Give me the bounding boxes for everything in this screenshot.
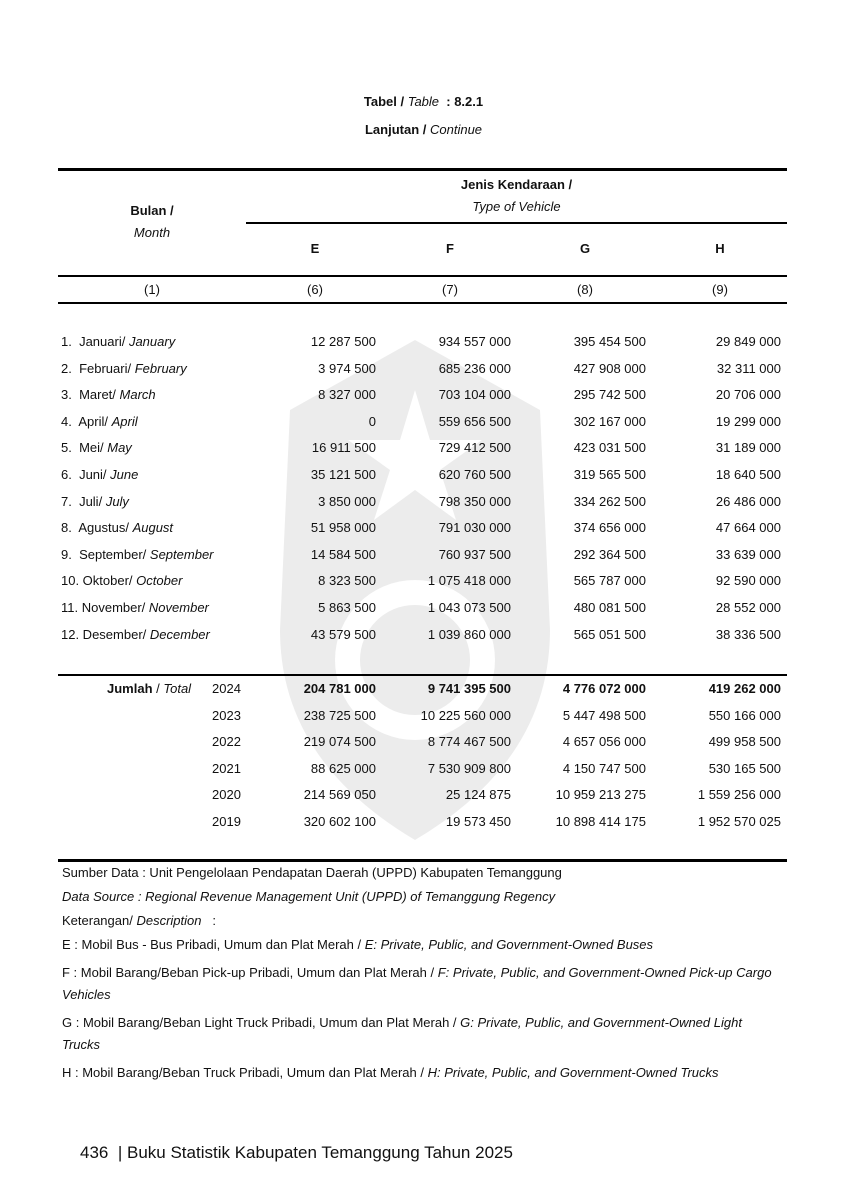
month-value-e: 12 287 500 xyxy=(310,334,376,349)
total-year: 2019 xyxy=(212,814,241,829)
month-value-g: 292 364 500 xyxy=(573,546,646,562)
total-value-h: 499 958 500 xyxy=(708,734,781,750)
month-label xyxy=(61,627,210,642)
col-code-h: H xyxy=(715,241,725,256)
month-value-e: 3 974 500 xyxy=(318,360,376,376)
col-code-e: E xyxy=(310,241,320,256)
month-label-id: 5. Mei/ xyxy=(61,440,104,456)
description-label xyxy=(62,910,772,932)
month-label-id: 7. Juli/ xyxy=(61,493,103,509)
month-value-h: 92 590 000 xyxy=(715,573,781,589)
month-label xyxy=(61,547,214,562)
month-label-id: 1. Januari/ xyxy=(61,334,126,349)
month-label-id: 4. April/ xyxy=(61,413,108,429)
month-value-g: 302 167 000 xyxy=(573,413,646,429)
month-value-e: 16 911 500 xyxy=(311,440,376,456)
month-value-g: 423 031 500 xyxy=(573,440,646,456)
month-value-e: 5 863 500 xyxy=(318,600,376,615)
table-label-id: Tabel / xyxy=(363,94,405,109)
total-value-e: 238 725 500 xyxy=(303,707,376,723)
month-value-f: 791 030 000 xyxy=(438,520,511,536)
continue-en: Continue xyxy=(429,122,483,137)
note-f-en: F: Private, Public, and Government-Owned Pick-up Cargo Vehicles xyxy=(62,965,772,1002)
month-label-en: January xyxy=(128,334,176,349)
total-value-f: 10 225 560 000 xyxy=(420,707,511,723)
note-f xyxy=(62,962,772,1006)
month-value-f: 760 937 500 xyxy=(438,546,511,562)
month-label xyxy=(61,494,129,509)
total-value-h: 1 952 570 025 xyxy=(697,814,781,829)
description-id: Keterangan/ xyxy=(62,913,133,928)
total-value-g: 4 657 056 000 xyxy=(562,734,646,750)
total-value-g: 10 959 213 275 xyxy=(555,787,646,803)
page-number: 436 xyxy=(80,1143,109,1162)
month-value-h: 32 311 000 xyxy=(716,360,781,376)
note-h xyxy=(62,1062,772,1084)
total-year: 2023 xyxy=(212,707,241,723)
total-value-h: 530 165 500 xyxy=(708,760,781,776)
total-value-e: 320 602 100 xyxy=(303,814,376,829)
description-en: Description xyxy=(136,913,202,928)
month-label xyxy=(61,467,138,482)
month-value-e: 51 958 000 xyxy=(310,520,376,536)
month-value-h: 28 552 000 xyxy=(715,600,781,615)
month-value-f: 559 656 500 xyxy=(438,413,511,429)
month-label-en: May xyxy=(107,440,132,456)
month-value-h: 20 706 000 xyxy=(715,387,781,403)
col-num-6: (6) xyxy=(307,282,323,297)
month-value-h: 47 664 000 xyxy=(715,520,781,536)
month-value-h: 18 640 500 xyxy=(715,467,781,482)
month-value-g: 295 742 500 xyxy=(573,387,646,403)
month-value-f: 1 075 418 000 xyxy=(427,573,511,589)
month-value-g: 319 565 500 xyxy=(573,467,646,482)
month-value-g: 334 262 500 xyxy=(573,493,646,509)
col-num-7: (7) xyxy=(442,282,458,297)
total-value-h: 419 262 000 xyxy=(708,681,781,696)
table-label-en: Table xyxy=(407,94,440,109)
total-label-sep: / xyxy=(152,681,164,696)
month-value-g: 480 081 500 xyxy=(573,600,646,615)
month-value-h: 29 849 000 xyxy=(715,334,781,349)
month-label-en: February xyxy=(134,360,187,376)
month-label-id: 2. Februari/ xyxy=(61,360,132,376)
table-title xyxy=(0,94,847,109)
month-value-h: 38 336 500 xyxy=(715,626,781,642)
month-label xyxy=(61,387,156,402)
total-value-f: 8 774 467 500 xyxy=(427,734,511,750)
description-colon: : xyxy=(201,913,216,928)
month-label-en: December xyxy=(149,626,210,642)
col-num-8: (8) xyxy=(577,282,593,297)
month-label-id: 12. Desember/ xyxy=(61,626,147,642)
vehicle-header-rule xyxy=(246,222,787,224)
total-rule xyxy=(58,674,787,676)
total-value-e: 204 781 000 xyxy=(303,681,376,696)
table-top-rule xyxy=(58,168,787,171)
col-num-1: (1) xyxy=(144,282,160,297)
total-value-f: 19 573 450 xyxy=(445,814,511,829)
note-h-id: H : Mobil Barang/Beban Truck Pribadi, Umum dan Plat Merah / xyxy=(62,1065,428,1080)
month-label xyxy=(61,440,132,455)
note-g-id: G : Mobil Barang/Beban Light Truck Pribadi, Umum dan Plat Merah / xyxy=(62,1015,461,1030)
month-value-e: 14 584 500 xyxy=(310,546,376,562)
col-num-9: (9) xyxy=(712,282,728,297)
total-label-en: Total xyxy=(163,681,192,696)
note-f-id: F : Mobil Barang/Beban Pick-up Pribadi, Umum dan Plat Merah / xyxy=(62,965,438,980)
source-en: Data Source : Regional Revenue Management Unit (UPPD) of Temanggung Regency xyxy=(62,889,556,904)
month-label-en: June xyxy=(110,467,139,482)
month-value-h: 33 639 000 xyxy=(715,546,781,562)
month-value-g: 395 454 500 xyxy=(573,334,646,349)
month-value-f: 1 043 073 500 xyxy=(427,600,511,615)
vehicle-header-en: Type of Vehicle xyxy=(472,199,561,214)
month-value-f: 934 557 000 xyxy=(438,334,511,349)
month-label-en: July xyxy=(105,493,129,509)
month-label xyxy=(61,600,209,615)
month-label-en: October xyxy=(136,573,183,589)
total-value-g: 5 447 498 500 xyxy=(562,707,646,723)
total-label xyxy=(107,681,191,696)
month-value-f: 1 039 860 000 xyxy=(427,626,511,642)
month-value-e: 8 323 500 xyxy=(318,573,376,589)
month-label-en: August xyxy=(132,520,174,536)
total-year: 2024 xyxy=(212,681,241,696)
book-title: Buku Statistik Kabupaten Temanggung Tahun 2025 xyxy=(126,1143,513,1162)
month-label-id: 10. Oktober/ xyxy=(61,573,133,589)
note-g-en: G: Private, Public, and Government-Owned Light Trucks xyxy=(62,1015,742,1052)
note-e-en: E: Private, Public, and Government-Owned Buses xyxy=(364,937,654,952)
month-value-f: 798 350 000 xyxy=(438,493,511,509)
month-label-id: 8. Agustus/ xyxy=(61,520,129,536)
table-number: : 8.2.1 xyxy=(446,94,484,109)
note-h-en: H: Private, Public, and Government-Owned Trucks xyxy=(427,1065,719,1080)
month-value-g: 374 656 000 xyxy=(573,520,646,536)
month-label-en: April xyxy=(111,413,138,429)
month-label xyxy=(61,334,175,349)
month-label xyxy=(61,361,187,376)
total-value-f: 25 124 875 xyxy=(445,787,511,803)
total-value-e: 214 569 050 xyxy=(303,787,376,803)
month-value-h: 31 189 000 xyxy=(715,440,781,456)
month-label xyxy=(61,573,182,588)
total-value-h: 550 166 000 xyxy=(708,707,781,723)
total-year: 2020 xyxy=(212,787,241,803)
month-header-en: Month xyxy=(133,225,171,240)
month-value-e: 8 327 000 xyxy=(318,387,376,403)
month-label-id: 3. Maret/ xyxy=(61,387,116,403)
continue-id: Lanjutan / xyxy=(364,122,427,137)
month-value-g: 565 787 000 xyxy=(573,573,646,589)
total-value-f: 9 741 395 500 xyxy=(427,681,511,696)
total-value-g: 4 776 072 000 xyxy=(562,681,646,696)
column-number-rule xyxy=(58,302,787,304)
note-e-id: E : Mobil Bus - Bus Pribadi, Umum dan Plat Merah / xyxy=(62,937,365,952)
month-value-f: 703 104 000 xyxy=(438,387,511,403)
month-value-e: 43 579 500 xyxy=(310,626,376,642)
total-value-f: 7 530 909 800 xyxy=(427,760,511,776)
month-label xyxy=(61,414,138,429)
total-value-g: 4 150 747 500 xyxy=(562,760,646,776)
total-year: 2022 xyxy=(212,734,241,750)
month-label-en: November xyxy=(148,600,209,615)
header-bottom-rule xyxy=(58,275,787,277)
vehicle-header-id: Jenis Kendaraan / xyxy=(460,177,573,192)
note-e xyxy=(62,934,772,956)
page-footer xyxy=(80,1143,513,1163)
month-value-e: 3 850 000 xyxy=(318,493,376,509)
footer-separator: | xyxy=(117,1143,123,1162)
month-value-f: 620 760 500 xyxy=(438,467,511,482)
month-label xyxy=(61,520,173,535)
month-value-f: 729 412 500 xyxy=(438,440,511,456)
month-label-en: March xyxy=(119,387,156,403)
total-value-g: 10 898 414 175 xyxy=(555,814,646,829)
total-value-h: 1 559 256 000 xyxy=(697,787,781,803)
month-value-f: 685 236 000 xyxy=(438,360,511,376)
month-label-id: 6. Juni/ xyxy=(61,467,107,482)
month-label-id: 11. November/ xyxy=(61,600,146,615)
month-value-h: 19 299 000 xyxy=(715,413,781,429)
regency-emblem-watermark xyxy=(250,330,580,850)
total-label-id: Jumlah xyxy=(107,681,153,696)
month-label-id: 9. September/ xyxy=(61,546,147,562)
month-value-g: 565 051 500 xyxy=(573,626,646,642)
month-label-en: September xyxy=(149,546,214,562)
month-value-g: 427 908 000 xyxy=(573,360,646,376)
col-code-g: G xyxy=(579,241,591,256)
total-value-e: 219 074 500 xyxy=(303,734,376,750)
month-value-e: 35 121 500 xyxy=(310,467,376,482)
month-header-id: Bulan / xyxy=(130,203,174,218)
total-value-e: 88 625 000 xyxy=(310,760,376,776)
source-id: Sumber Data : Unit Pengelolaan Pendapatan Daerah (UPPD) Kabupaten Temanggung xyxy=(62,865,562,880)
col-code-f: F xyxy=(446,241,454,256)
month-value-h: 26 486 000 xyxy=(715,493,781,509)
table-continue xyxy=(0,122,847,137)
note-g xyxy=(62,1012,772,1056)
total-year: 2021 xyxy=(212,760,241,776)
month-value-e: 0 xyxy=(368,413,376,429)
